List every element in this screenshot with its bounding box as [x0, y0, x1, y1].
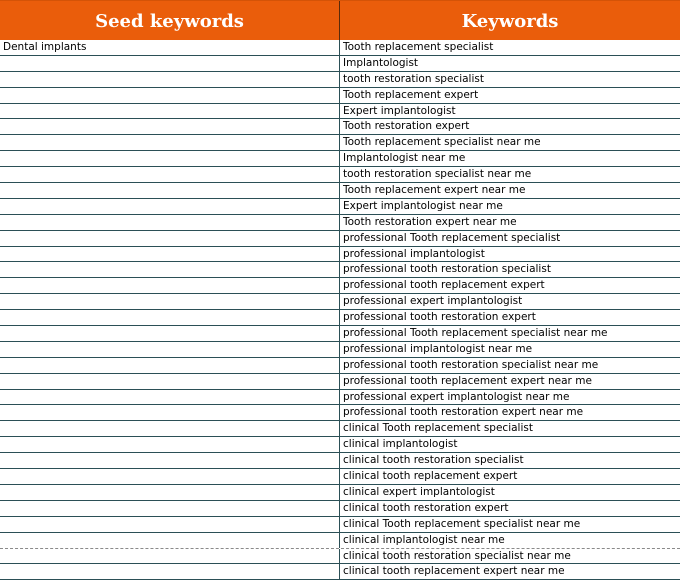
seed-keyword-cell[interactable] — [0, 278, 340, 293]
table-row — [0, 151, 680, 167]
seed-keyword-cell[interactable] — [0, 405, 340, 420]
table-row — [0, 342, 680, 358]
seed-keyword-cell[interactable] — [0, 501, 340, 516]
keyword-cell[interactable]: professional tooth restoration specialist near me — [343, 358, 599, 371]
table-row — [0, 262, 680, 278]
keyword-cell[interactable]: professional tooth replacement expert — [343, 279, 545, 292]
keyword-cell[interactable]: Tooth replacement specialist near me — [343, 136, 541, 149]
seed-keyword-cell[interactable] — [0, 421, 340, 436]
table-row — [0, 501, 680, 517]
keyword-cell[interactable]: professional implantologist — [343, 247, 485, 260]
table-body — [0, 40, 680, 580]
seed-keyword-cell[interactable] — [0, 215, 340, 230]
table-row — [0, 231, 680, 247]
table-row — [0, 358, 680, 374]
keyword-cell[interactable]: professional tooth restoration specialist — [343, 263, 551, 276]
seed-keyword-cell[interactable] — [0, 183, 340, 198]
keyword-cell[interactable]: professional tooth replacement expert near me — [343, 374, 592, 387]
keyword-cell[interactable]: tooth restoration specialist — [343, 72, 484, 85]
table-row — [0, 56, 680, 72]
table-row — [0, 119, 680, 135]
seed-keyword-cell[interactable] — [0, 247, 340, 262]
keyword-cell[interactable]: clinical implantologist — [343, 438, 458, 451]
seed-keyword-cell[interactable] — [0, 453, 340, 468]
seed-keyword-cell[interactable] — [0, 88, 340, 103]
table-row — [0, 405, 680, 421]
keyword-cell[interactable]: professional implantologist near me — [343, 342, 533, 355]
keyword-cell[interactable]: professional expert implantologist near me — [343, 390, 570, 403]
seed-keyword-cell[interactable] — [0, 151, 340, 166]
keyword-cell[interactable]: tooth restoration specialist near me — [343, 168, 532, 181]
keyword-cell[interactable]: professional expert implantologist — [343, 295, 523, 308]
table-row — [0, 517, 680, 533]
keyword-cell[interactable]: Tooth replacement expert near me — [343, 184, 526, 197]
seed-keyword-cell[interactable] — [0, 326, 340, 341]
keyword-cell[interactable]: Implantologist near me — [343, 152, 466, 165]
table-row — [0, 310, 680, 326]
keyword-cell[interactable]: Implantologist — [343, 56, 419, 69]
table-row — [0, 485, 680, 501]
seed-keyword-cell[interactable] — [0, 549, 340, 564]
keyword-cell[interactable]: clinical tooth restoration expert — [343, 501, 509, 514]
table-row — [0, 183, 680, 199]
table-row — [0, 278, 680, 294]
keyword-cell[interactable]: clinical tooth replacement expert — [343, 470, 518, 483]
table-header — [0, 0, 680, 40]
keyword-cell[interactable]: professional Tooth replacement specialist — [343, 231, 561, 244]
keyword-cell[interactable]: professional tooth restoration expert — [343, 311, 536, 324]
table-row — [0, 247, 680, 263]
table-row — [0, 294, 680, 310]
seed-keyword-cell[interactable] — [0, 72, 340, 87]
seed-keyword-cell[interactable] — [0, 262, 340, 277]
table-row — [0, 374, 680, 390]
keyword-cell[interactable]: Tooth replacement expert — [343, 88, 479, 101]
keywords-header[interactable]: Keywords — [461, 11, 559, 32]
seed-keyword-cell[interactable] — [0, 517, 340, 532]
table-row — [0, 72, 680, 88]
seed-keyword-cell[interactable] — [0, 469, 340, 484]
keyword-cell[interactable]: clinical tooth replacement expert near me — [343, 565, 565, 578]
keyword-cell[interactable]: Tooth restoration expert near me — [343, 215, 517, 228]
keyword-cell[interactable]: professional tooth restoration expert near me — [343, 406, 584, 419]
keyword-cell[interactable]: Tooth restoration expert — [343, 120, 470, 133]
table-row — [0, 135, 680, 151]
keyword-cell[interactable]: clinical Tooth replacement specialist — [343, 422, 533, 435]
keyword-cell[interactable]: Tooth replacement specialist — [343, 41, 494, 53]
seed-keyword-cell[interactable] — [0, 533, 340, 548]
keyword-cell[interactable]: clinical expert implantologist — [343, 485, 495, 498]
keyword-cell[interactable]: clinical implantologist near me — [343, 533, 505, 546]
seed-keyword-cell[interactable] — [0, 374, 340, 389]
table-row — [0, 40, 680, 56]
keyword-cell[interactable]: professional Tooth replacement specialist near me — [343, 327, 608, 340]
seed-keyword-cell[interactable] — [0, 564, 340, 579]
table-row — [0, 564, 680, 580]
seed-keyword-cell[interactable] — [0, 56, 340, 71]
seed-keyword-cell[interactable] — [0, 342, 340, 357]
keyword-cell[interactable]: clinical Tooth replacement specialist near me — [343, 517, 581, 530]
keyword-cell[interactable]: Expert implantologist near me — [343, 199, 503, 212]
keyword-cell[interactable]: clinical tooth restoration specialist — [343, 454, 524, 467]
keyword-cell[interactable]: clinical tooth restoration specialist near me — [343, 549, 571, 562]
seed-keyword-cell[interactable] — [0, 167, 340, 182]
seed-keyword-cell[interactable]: Dental implants — [0, 40, 340, 55]
seed-keyword-cell[interactable] — [0, 358, 340, 373]
seed-keyword-cell[interactable] — [0, 104, 340, 119]
table-row — [0, 469, 680, 485]
seed-keyword-cell[interactable] — [0, 310, 340, 325]
table-row — [0, 199, 680, 215]
table-row — [0, 549, 680, 565]
table-row — [0, 326, 680, 342]
seed-keyword-cell[interactable] — [0, 390, 340, 405]
keyword-cell[interactable]: Expert implantologist — [343, 104, 456, 117]
table-row — [0, 421, 680, 437]
table-row — [0, 390, 680, 406]
table-row — [0, 533, 680, 549]
table-row — [0, 437, 680, 453]
table-row — [0, 88, 680, 104]
table-row — [0, 167, 680, 183]
seed-keyword-cell[interactable] — [0, 119, 340, 134]
seed-keyword-cell[interactable] — [0, 294, 340, 309]
seed-keyword-cell[interactable] — [0, 437, 340, 452]
seed-keyword-cell[interactable] — [0, 485, 340, 500]
seed-keyword-cell[interactable] — [0, 231, 340, 246]
seed-keyword-cell[interactable] — [0, 199, 340, 214]
table-row — [0, 453, 680, 469]
table-row — [0, 215, 680, 231]
seed-keywords-header[interactable]: Seed keywords — [0, 1, 340, 41]
seed-keyword-cell[interactable] — [0, 135, 340, 150]
table-row — [0, 104, 680, 120]
